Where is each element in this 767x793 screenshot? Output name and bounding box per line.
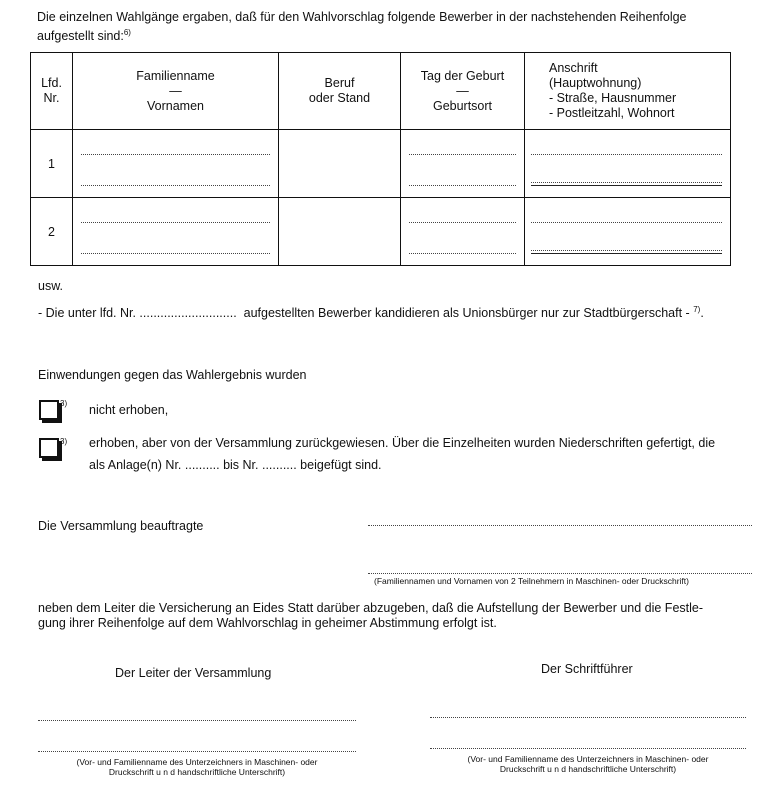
oath-text: neben dem Leiter die Versicherung an Eides Statt darüber abzugeben, daß die Aufstellung der Bewerber und die Festle- gung ihrer Reihenfolge auf dem Wahlvorschlag in geheimer Abstimmung erfolgt ist.: [38, 601, 704, 630]
table-row: [31, 130, 731, 198]
option-raised-label: erhoben, aber von der Versammlung zurückgewiesen. Über die Einzelheiten wurden Niederschriften gefertigt, die als Anlage(n) Nr. .......... bis Nr. .......... beigefügt sind.: [89, 436, 716, 472]
name-cell[interactable]: [73, 198, 279, 266]
checkbox-raised-rejected[interactable]: [39, 438, 59, 458]
union-part-2: aufgestellten Bewerber kandidieren als Unionsbürger nur zur Stadtbürgerschaft -: [243, 306, 690, 321]
leader-title: Der Leiter der Versammlung: [115, 666, 272, 680]
secretary-name-line[interactable]: [430, 748, 746, 749]
assembly-label: Die Versammlung beauftragte: [38, 519, 204, 533]
usw-text: usw.: [38, 279, 64, 293]
geburt-cell[interactable]: [401, 198, 525, 266]
anschrift-cell[interactable]: [525, 130, 731, 198]
footnote-ref: 6): [123, 28, 131, 37]
union-part-1: - Die unter lfd. Nr. ............................: [38, 306, 237, 321]
header-geburt: Tag der Geburt — Geburtsort: [401, 53, 525, 130]
header-name: Familienname — Vornamen: [73, 53, 279, 130]
table-header-row: [31, 53, 731, 130]
anschrift-cell[interactable]: [525, 198, 731, 266]
secretary-caption: (Vor- und Familienname des Unterzeichners in Maschinen- oder Druckschrift u n d handschriftliche Unterschrift): [467, 754, 709, 774]
intro-line-1: Die einzelnen Wahlgänge ergaben, daß für den Wahlvorschlag folgende Bewerber in der nachstehenden Reihenfolge: [37, 10, 687, 24]
participant-1-field[interactable]: [368, 525, 752, 526]
footnote-ref: 7): [693, 305, 701, 314]
geburt-cell[interactable]: [401, 130, 525, 198]
intro-text: [37, 10, 762, 44]
beruf-cell[interactable]: [279, 130, 401, 198]
table-row: [31, 198, 731, 266]
footnote-ref: 3): [60, 399, 68, 408]
leader-signature-line[interactable]: [38, 720, 356, 721]
secretary-signature-line[interactable]: [430, 717, 746, 718]
intro-line-2: aufgestellt sind:$^{6)}$: [37, 28, 131, 44]
beruf-cell[interactable]: [279, 198, 401, 266]
header-lfd-nr: Lfd. Nr.: [31, 53, 73, 130]
option-not-raised-label: nicht erhoben,: [89, 403, 169, 417]
secretary-title: Der Schriftführer: [541, 662, 633, 676]
union-citizen-line: - Die unter lfd. Nr. ............................ aufgestellten Bewerber kandidieren als Unionsbürger nur zur Stadtbürgerschaft - $^{7)}$.: [38, 305, 704, 321]
footnote-ref: 3): [60, 437, 68, 446]
row-number: 1: [31, 130, 73, 198]
row-number: 2: [31, 198, 73, 266]
candidate-table: [30, 52, 731, 266]
header-anschrift: Anschrift (Hauptwohnung) - Straße, Hausnummer - Postleitzahl, Wohnort: [525, 53, 731, 130]
name-cell[interactable]: [73, 130, 279, 198]
checkbox-not-raised[interactable]: [39, 400, 59, 420]
objections-heading: Einwendungen gegen das Wahlergebnis wurden: [38, 368, 307, 382]
header-beruf: Beruf oder Stand: [279, 53, 401, 130]
participant-2-field[interactable]: [368, 573, 752, 574]
leader-caption: (Vor- und Familienname des Unterzeichners in Maschinen- oder Druckschrift u n d handschriftliche Unterschrift): [76, 757, 318, 777]
assembly-caption: (Familiennamen und Vornamen von 2 Teilnehmern in Maschinen- oder Druckschrift): [374, 576, 689, 586]
leader-name-line[interactable]: [38, 751, 356, 752]
